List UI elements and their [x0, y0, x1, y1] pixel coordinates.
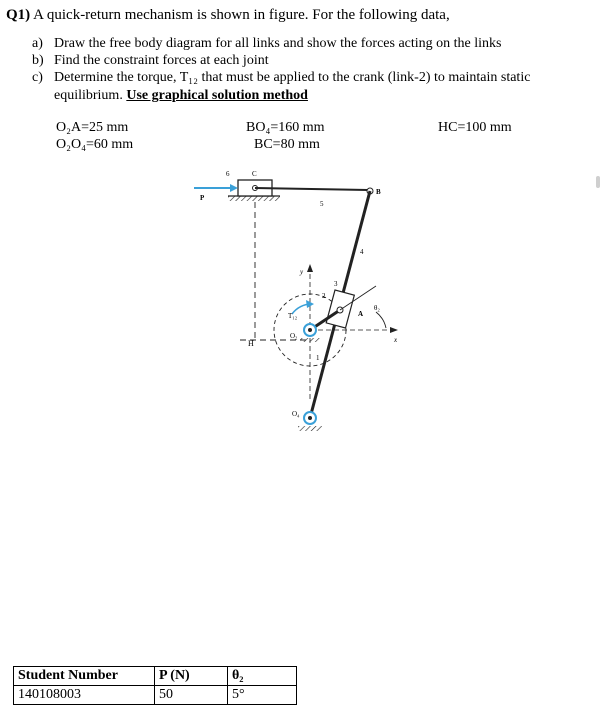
header-student-number: Student Number — [14, 667, 155, 686]
label-a: A — [358, 310, 364, 318]
question-heading — [6, 7, 450, 24]
task-text: Draw the free body diagram for all links and show the forces acting on the links — [54, 36, 502, 51]
mechanism-figure — [180, 160, 420, 450]
task-c-continuation — [54, 88, 308, 104]
label-link1: 1 — [316, 354, 320, 362]
task-c — [32, 70, 530, 86]
cell-theta2: 5° — [228, 686, 297, 705]
label-t12: T₁₂ — [288, 312, 298, 320]
method-note: Use graphical solution method — [126, 88, 308, 103]
header-p: P (N) — [155, 667, 228, 686]
label-b: B — [376, 188, 381, 196]
ground-slider — [228, 196, 280, 201]
force-p-arrow — [230, 184, 238, 192]
cell-p: 50 — [155, 686, 228, 705]
task-text: Find the constraint forces at each joint — [54, 53, 269, 68]
given-o2o4: O₂O₄=60 mm — [56, 137, 134, 152]
label-link4: 4 — [360, 248, 364, 256]
given-hc: HC=100 mm — [438, 120, 512, 135]
label-link3: 3 — [334, 280, 338, 288]
label-link6: 6 — [226, 170, 230, 178]
given-bo4: BO₄=160 mm — [246, 120, 325, 135]
student-table — [13, 666, 297, 705]
question-number: Q1) — [6, 7, 31, 23]
task-label: c) — [32, 70, 43, 85]
label-link2: 2 — [322, 292, 326, 300]
given-bc: BC=80 mm — [254, 137, 320, 152]
label-y: y — [300, 268, 304, 276]
cell-student-number: 140108003 — [14, 686, 155, 705]
scrollbar[interactable] — [596, 176, 600, 188]
label-c: C — [252, 170, 257, 178]
label-theta2: θ₂ — [374, 304, 380, 312]
label-o2: O₂ — [290, 332, 298, 340]
label-x: x — [394, 336, 398, 344]
task-b — [32, 53, 269, 69]
label-p: P — [200, 194, 205, 202]
question-intro: A quick-return mechanism is shown in figure. For the following data, — [33, 7, 450, 23]
label-link5: 5 — [320, 200, 324, 208]
task-c-cont: equilibrium. — [54, 88, 127, 103]
table-header-row — [14, 667, 297, 686]
task-label: b) — [32, 53, 44, 68]
table-row — [14, 686, 297, 705]
task-a — [32, 36, 501, 52]
given-o2a: O₂A=25 mm — [56, 120, 129, 135]
task-label: a) — [32, 36, 43, 51]
label-h: H — [248, 339, 254, 348]
label-o4: O₄ — [292, 410, 300, 418]
header-theta2: θ₂ — [228, 667, 297, 686]
task-text: Determine the torque, T₁₂ that must be applied to the crank (link-2) to maintain static — [54, 70, 531, 85]
